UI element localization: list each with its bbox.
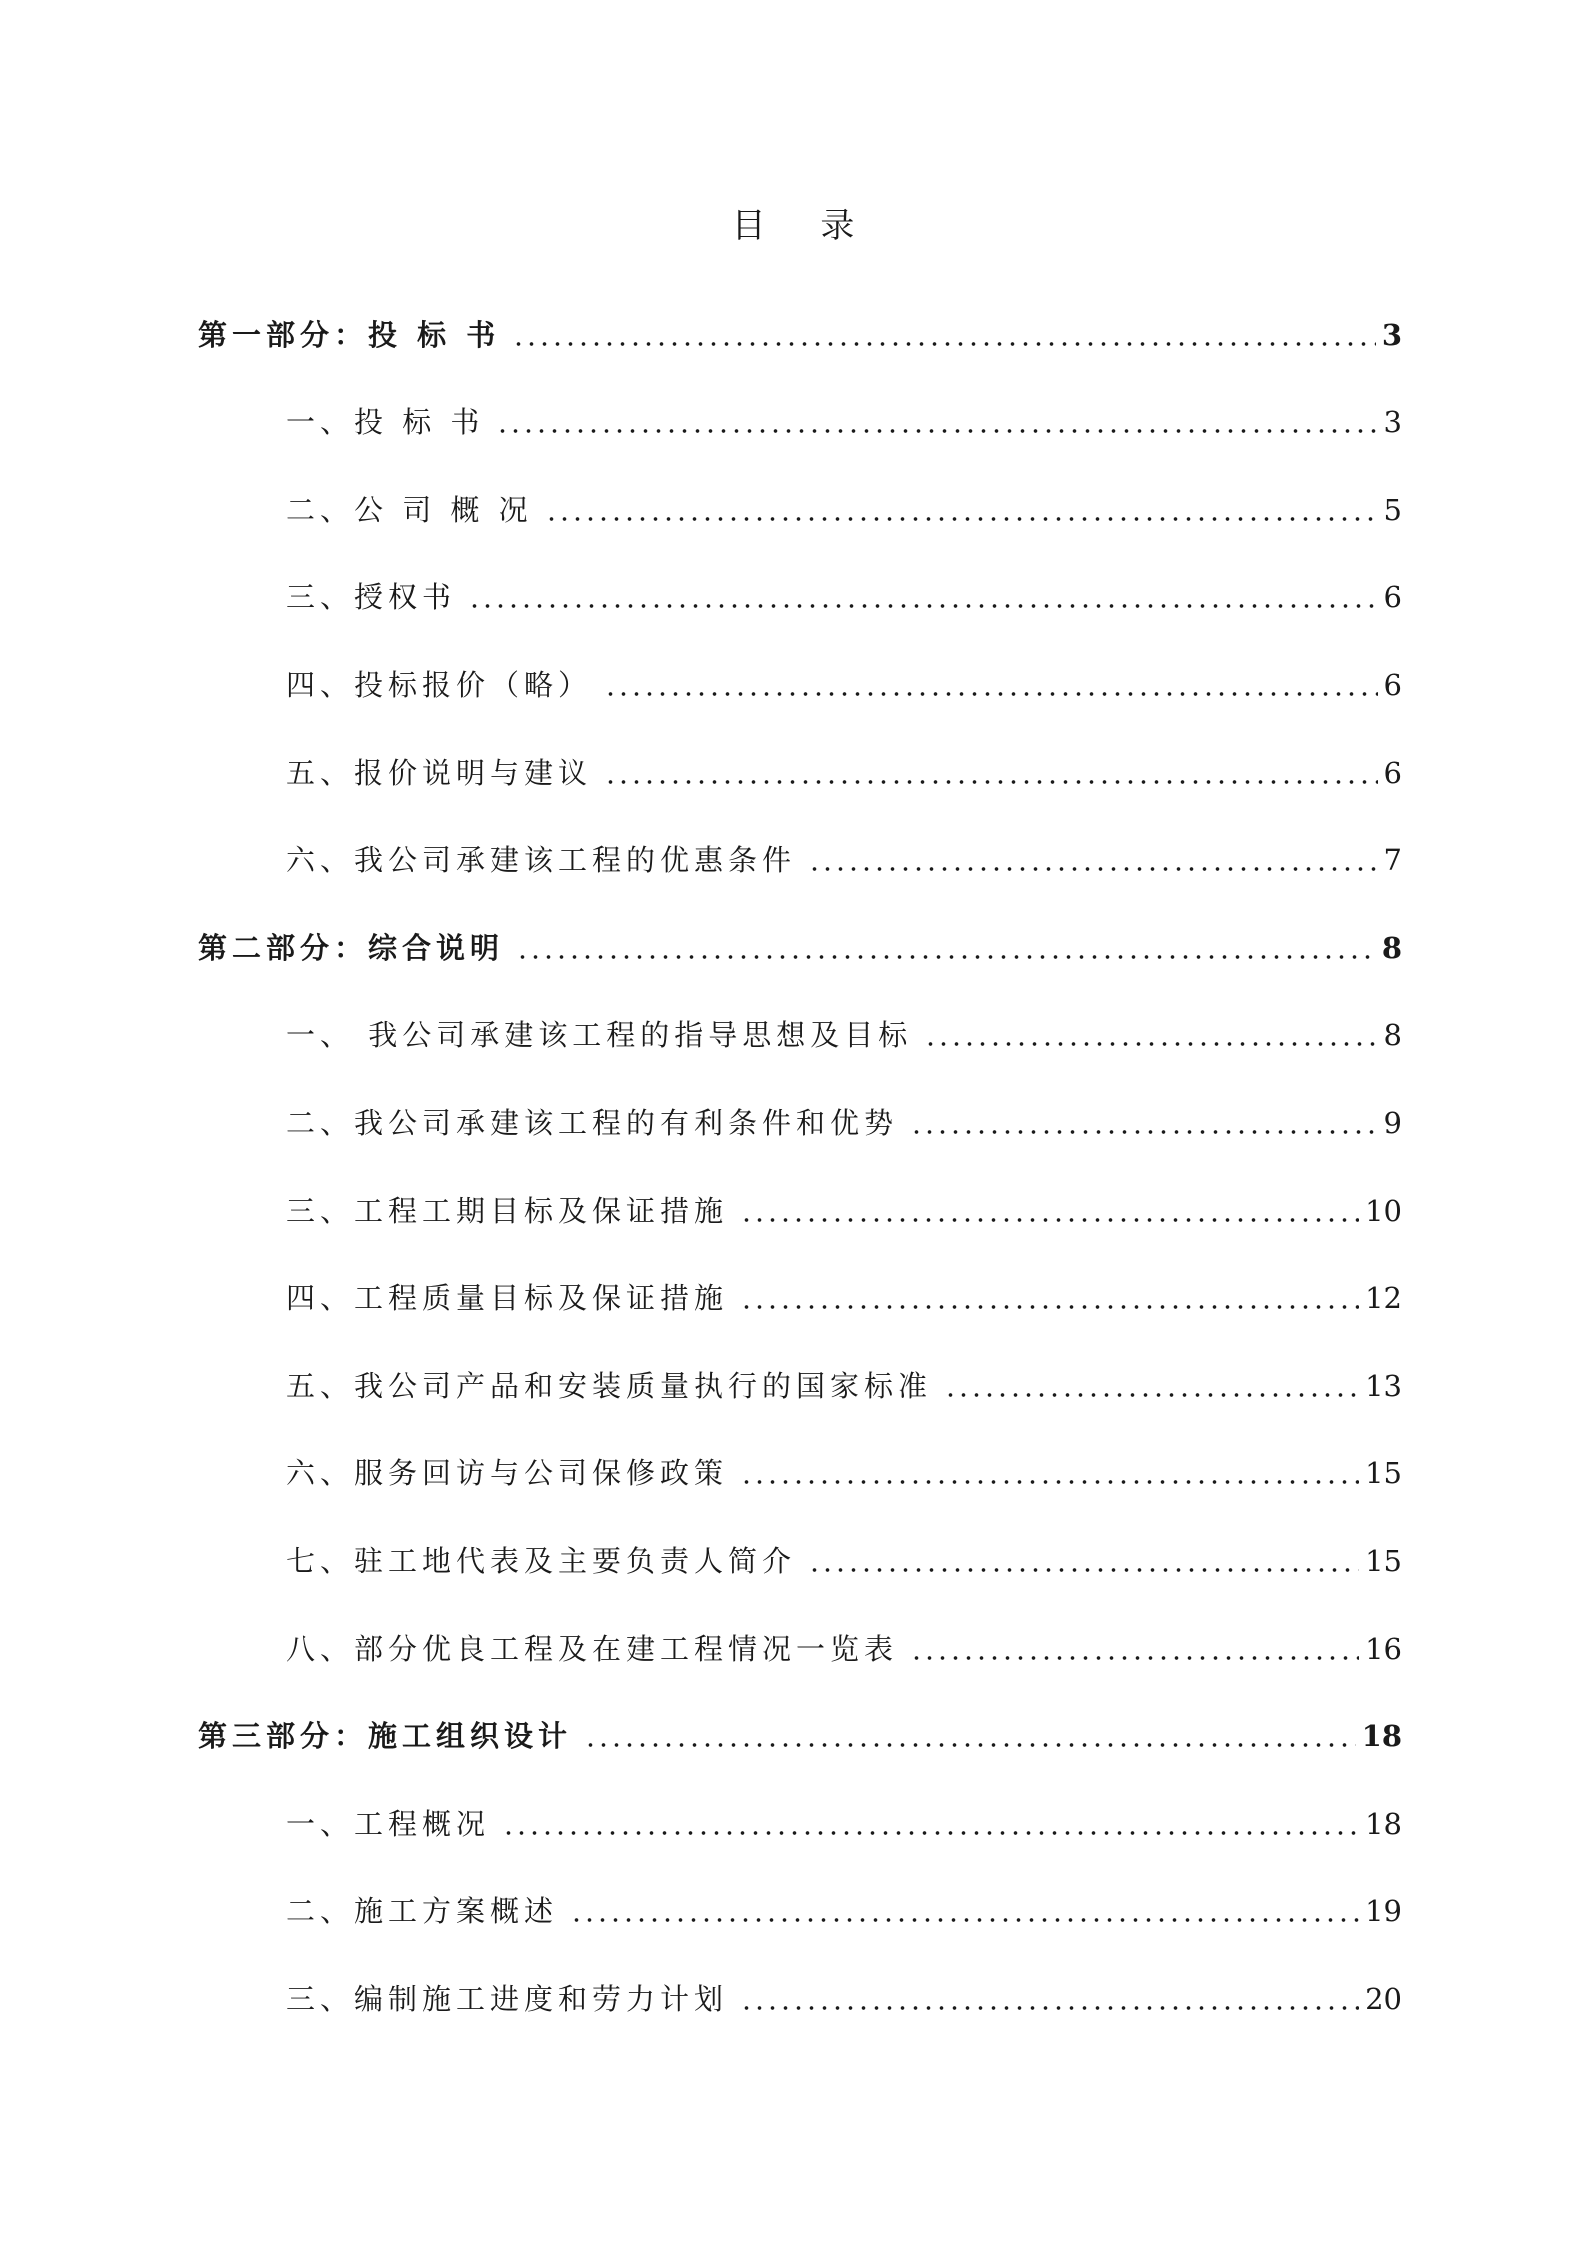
- toc-page-number: 19: [1365, 1894, 1402, 1929]
- toc-page-number: 6: [1383, 755, 1402, 790]
- dot-leader: [512, 341, 1376, 347]
- toc-section-entry[interactable]: [198, 633, 1402, 721]
- toc-section-entry[interactable]: [198, 1159, 1402, 1247]
- toc-section-entry[interactable]: [198, 1947, 1402, 2035]
- toc-page-number: 6: [1383, 667, 1402, 702]
- toc-entry-title: 一、工程概况: [286, 1806, 491, 1841]
- toc-section-entry[interactable]: [198, 1247, 1402, 1335]
- toc-page-number: 12: [1365, 1281, 1402, 1316]
- dot-leader: [502, 1830, 1359, 1836]
- toc-entry-title: 第二部分：综合说明: [198, 930, 505, 965]
- toc-entry-title: 四、工程质量目标及保证措施: [286, 1281, 729, 1316]
- toc-page-number: 15: [1365, 1456, 1402, 1491]
- toc-entry-title: 一、投 标 书: [286, 405, 485, 440]
- toc-entry-title: 二、施工方案概述: [286, 1894, 559, 1929]
- dot-leader: [924, 1041, 1377, 1047]
- dot-leader: [570, 1917, 1359, 1923]
- toc-page-number: 16: [1365, 1631, 1402, 1666]
- toc-entry-title: 六、服务回访与公司保修政策: [286, 1456, 729, 1491]
- toc-page-number: 18: [1365, 1806, 1402, 1841]
- toc-entry-title: 八、部分优良工程及在建工程情况一览表: [286, 1631, 899, 1666]
- toc-section-entry[interactable]: [198, 1334, 1402, 1422]
- toc-entry-title: 五、我公司产品和安装质量执行的国家标准: [286, 1368, 933, 1403]
- dot-leader: [740, 1479, 1359, 1485]
- toc-part-entry[interactable]: [198, 1685, 1402, 1773]
- toc-section-entry[interactable]: [198, 1772, 1402, 1860]
- dot-leader: [740, 1304, 1359, 1310]
- toc-page-number: 9: [1383, 1105, 1402, 1140]
- dot-leader: [740, 2005, 1359, 2011]
- dot-leader: [808, 866, 1378, 872]
- toc-section-entry[interactable]: [198, 721, 1402, 809]
- toc-entry-title: 二、我公司承建该工程的有利条件和优势: [286, 1105, 899, 1140]
- toc-page-number: 8: [1383, 1018, 1402, 1053]
- toc-entry-title: 七、驻工地代表及主要负责人简介: [286, 1543, 797, 1578]
- toc-entry-title: 一、 我公司承建该工程的指导思想及目标: [286, 1018, 913, 1053]
- toc-section-entry[interactable]: [198, 984, 1402, 1072]
- toc-page-number: 13: [1365, 1368, 1402, 1403]
- dot-leader: [910, 1655, 1359, 1661]
- toc-section-entry[interactable]: [198, 1597, 1402, 1685]
- dot-leader: [808, 1567, 1359, 1573]
- toc-entry-title: 第三部分：施工组织设计: [198, 1719, 573, 1754]
- toc-entry-title: 四、投标报价（略）: [286, 667, 593, 702]
- toc-page-number: 3: [1383, 405, 1402, 440]
- table-of-contents: [198, 283, 1402, 2035]
- toc-section-entry[interactable]: [198, 809, 1402, 897]
- dot-leader: [604, 691, 1378, 697]
- toc-entry-title: 五、报价说明与建议: [286, 755, 593, 790]
- toc-page-number: 10: [1365, 1193, 1402, 1228]
- dot-leader: [740, 1217, 1359, 1223]
- dot-leader: [584, 1742, 1356, 1748]
- toc-page-number: 3: [1381, 317, 1402, 352]
- toc-entry-title: 六、我公司承建该工程的优惠条件: [286, 843, 797, 878]
- toc-page-number: 7: [1383, 843, 1402, 878]
- dot-leader: [516, 954, 1376, 960]
- toc-section-entry[interactable]: [198, 546, 1402, 634]
- page-title: 目 录: [731, 206, 877, 246]
- toc-entry-title: 三、授权书: [286, 580, 457, 615]
- toc-page-number: 6: [1383, 580, 1402, 615]
- dot-leader: [944, 1392, 1359, 1398]
- toc-page-number: 15: [1365, 1543, 1402, 1578]
- dot-leader: [545, 516, 1378, 522]
- dot-leader: [496, 428, 1377, 434]
- toc-section-entry[interactable]: [198, 371, 1402, 459]
- toc-part-entry[interactable]: [198, 283, 1402, 371]
- dot-leader: [468, 603, 1378, 609]
- dot-leader: [604, 779, 1378, 785]
- toc-entry-title: 第一部分：投 标 书: [198, 317, 501, 352]
- dot-leader: [910, 1129, 1378, 1135]
- toc-page-number: 20: [1365, 1981, 1402, 2016]
- toc-page-number: 18: [1361, 1719, 1402, 1754]
- toc-page-number: 8: [1381, 930, 1402, 965]
- toc-entry-title: 二、公 司 概 况: [286, 492, 533, 527]
- toc-entry-title: 三、工程工期目标及保证措施: [286, 1193, 729, 1228]
- toc-section-entry[interactable]: [198, 1860, 1402, 1948]
- toc-entry-title: 三、编制施工进度和劳力计划: [286, 1981, 729, 2016]
- toc-section-entry[interactable]: [198, 1071, 1402, 1159]
- toc-section-entry[interactable]: [198, 1509, 1402, 1597]
- toc-section-entry[interactable]: [198, 458, 1402, 546]
- toc-page-number: 5: [1383, 492, 1402, 527]
- toc-section-entry[interactable]: [198, 1422, 1402, 1510]
- toc-part-entry[interactable]: [198, 896, 1402, 984]
